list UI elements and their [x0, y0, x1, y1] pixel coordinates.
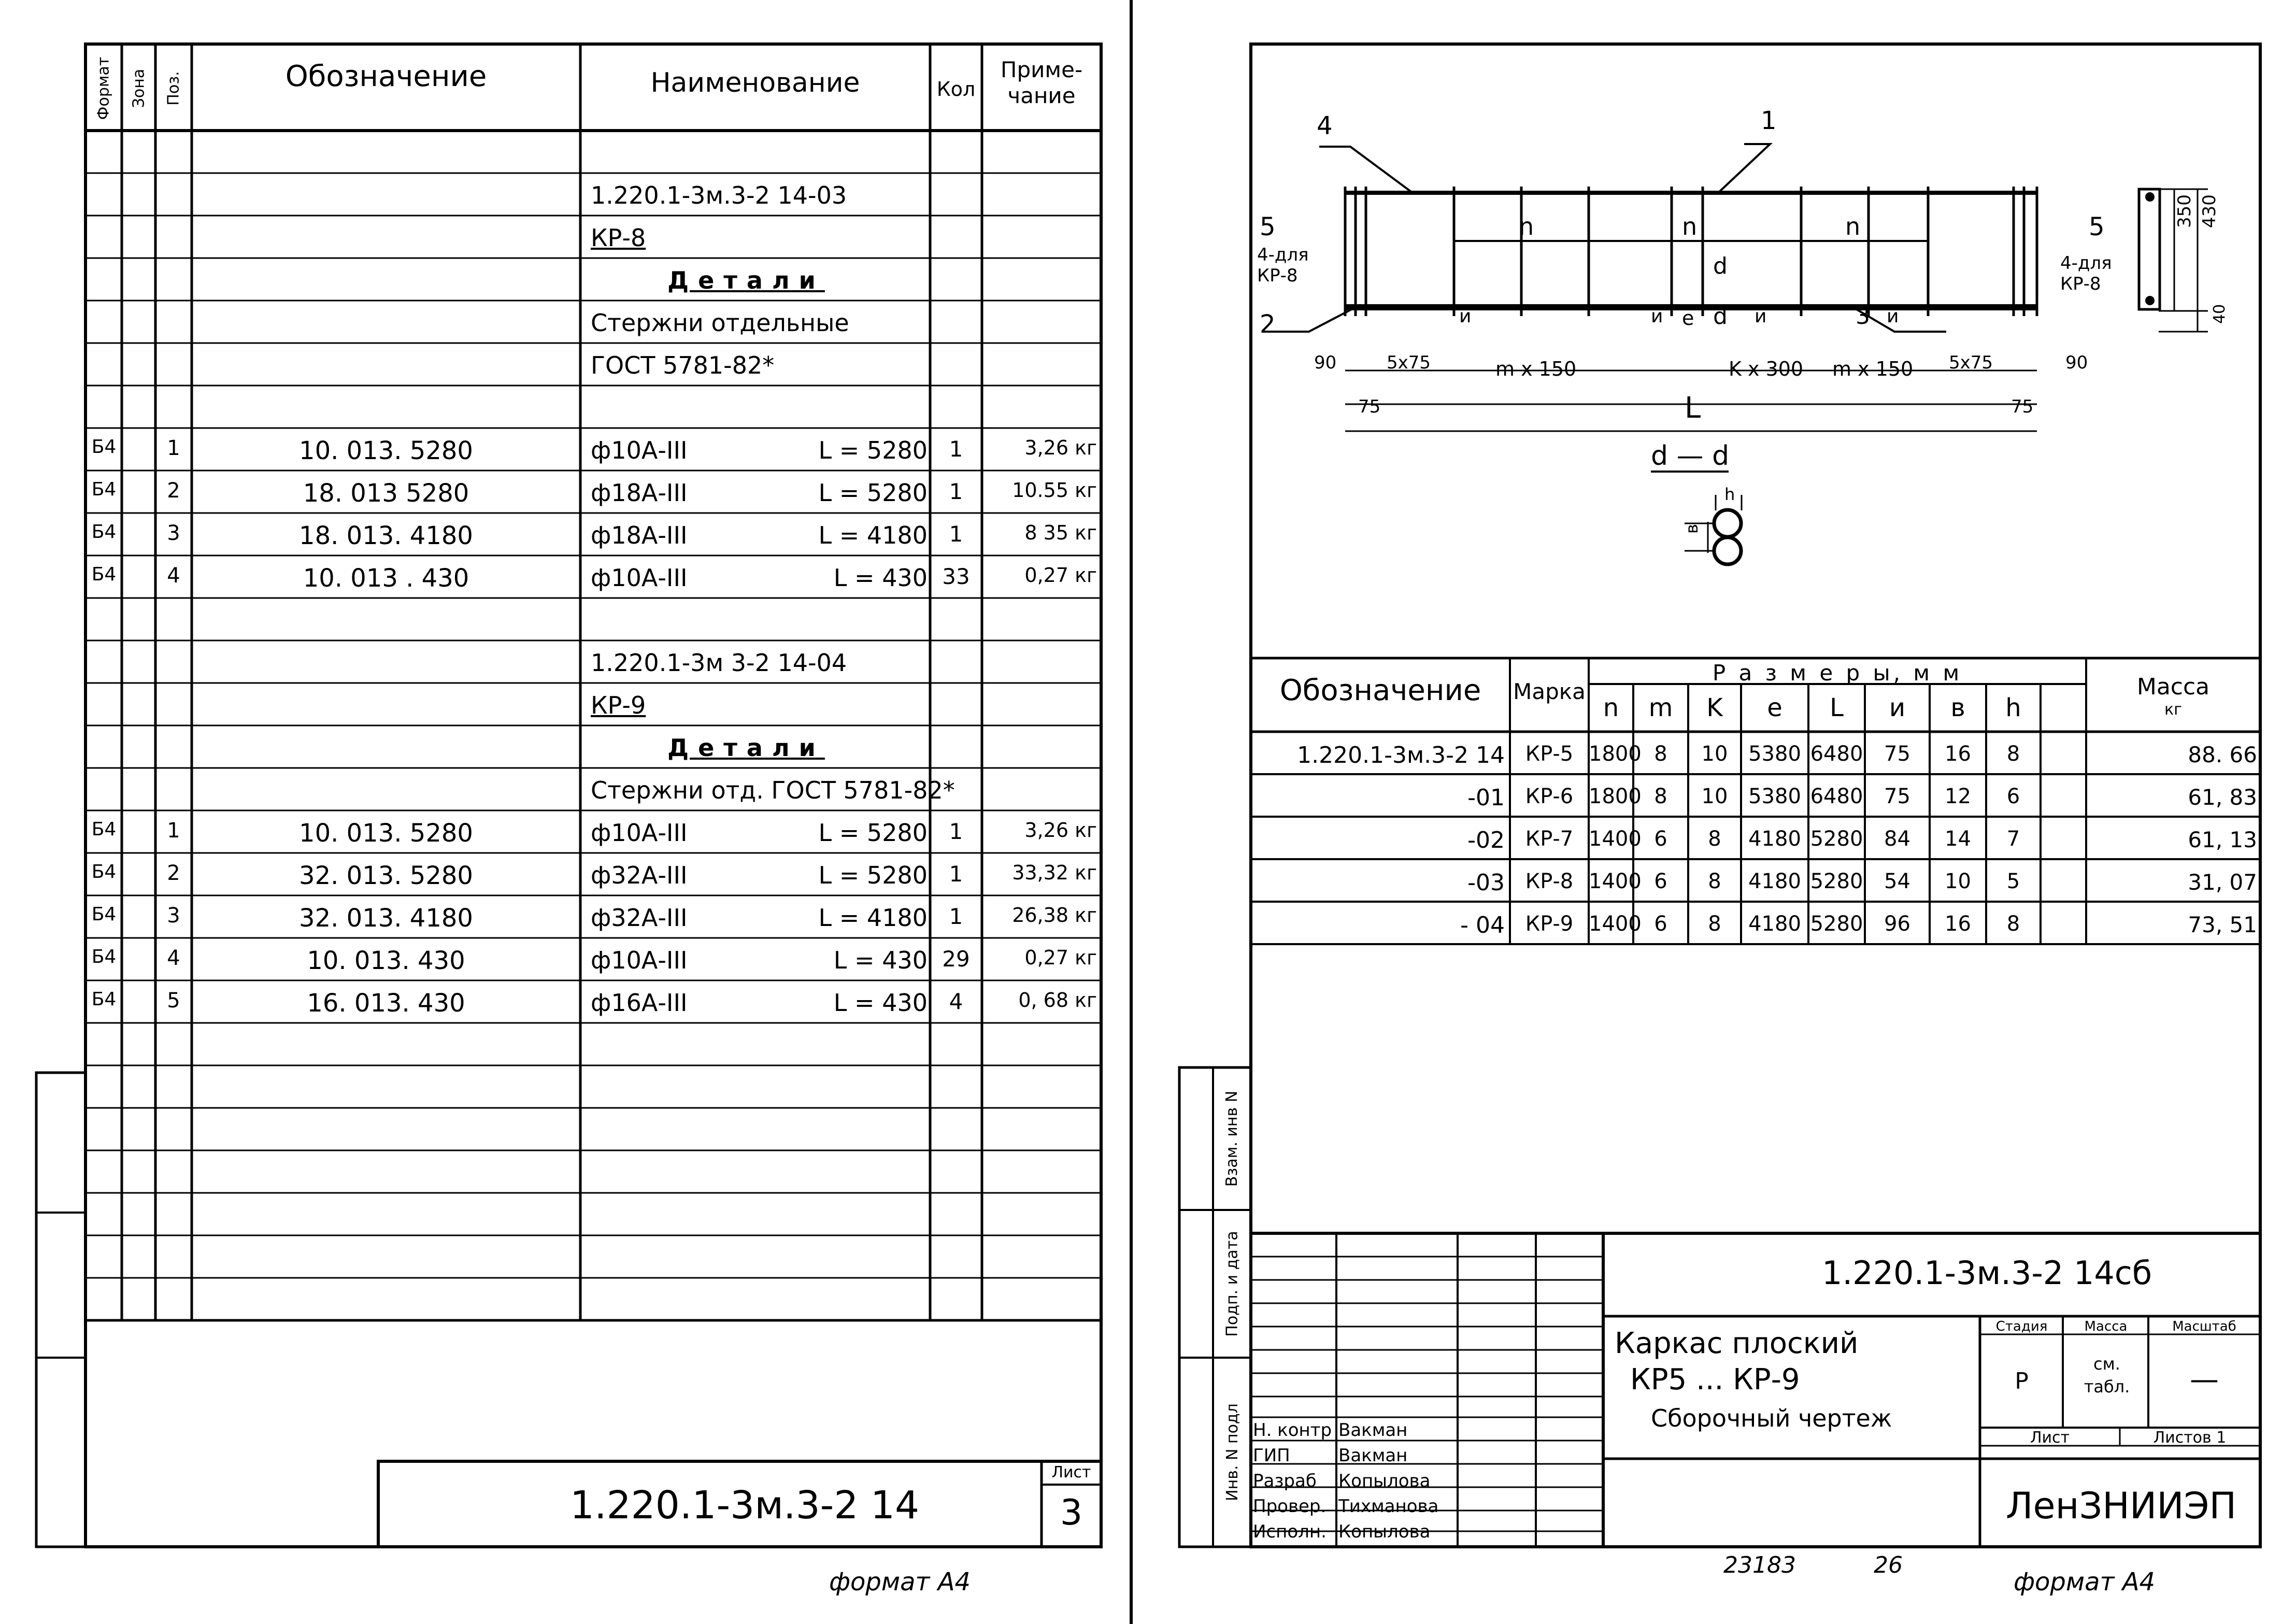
row-format: Б4 — [91, 479, 117, 500]
row-position: 5 — [167, 989, 180, 1013]
sheet-label: Лист — [2030, 1429, 2070, 1447]
dim-430: 430 — [2199, 194, 2220, 228]
row-designation: 16. 013. 430 — [307, 989, 465, 1018]
sizes-header-mass-unit: кг — [2164, 701, 2182, 719]
row-length: L = 5280 — [818, 436, 928, 464]
row-note: 3,26 кг — [1024, 819, 1097, 842]
row-position: 3 — [167, 521, 180, 545]
row-position: 1 — [167, 436, 180, 460]
sizes-cell: 8 — [1708, 912, 1721, 936]
dim-90-right: 90 — [2065, 352, 2088, 373]
title-line-1: Каркас плоский — [1615, 1327, 1859, 1360]
row-length: L = 5280 — [818, 479, 928, 507]
mark-i-4: и — [1887, 306, 1899, 327]
sizes-cell: 8 — [2006, 912, 2020, 936]
row-length: L = 430 — [833, 564, 928, 592]
stage-value: Р — [2015, 1368, 2029, 1394]
callout-2: 2 — [1260, 310, 1276, 339]
sizes-cell: 16 — [1945, 742, 1971, 766]
mass-header: Масса — [2084, 1319, 2128, 1334]
mass-value: см. табл. — [2084, 1354, 2130, 1397]
row-format: Б4 — [91, 521, 117, 543]
row-length: L = 4180 — [818, 521, 928, 549]
row-name: ф16А-III — [591, 989, 688, 1017]
callout-3: 3 — [1856, 303, 1870, 330]
row-designation: 18. 013. 4180 — [299, 521, 473, 550]
dim-350: 350 — [2174, 194, 2195, 228]
kr8-right-line2: КР-8 — [2060, 274, 2101, 294]
sizes-row-code: -03 — [1467, 870, 1505, 896]
vertical-bars — [1345, 187, 2037, 316]
mark-d-top: d — [1713, 253, 1728, 279]
row-name: ф18А-III — [591, 521, 688, 549]
row-name: Стержни отд. ГОСТ 5781-82* — [591, 776, 955, 804]
row-quantity: 29 — [942, 946, 970, 972]
mark-i-2: и — [1651, 306, 1663, 327]
row-format: Б4 — [91, 564, 117, 585]
sizes-cell: 10 — [1945, 870, 1971, 893]
kr8-left-line1: 4-для — [1257, 245, 1309, 265]
signer-name: Вакман — [1338, 1445, 1408, 1466]
left-sheet — [0, 0, 1130, 1624]
header-format — [88, 47, 119, 130]
sheets-label: Листов 1 — [2153, 1429, 2227, 1447]
row-quantity: 1 — [949, 436, 963, 462]
sizes-cell: 1400 — [1589, 912, 1642, 936]
scale-value: — — [2190, 1363, 2219, 1397]
sizes-cell: 5280 — [1810, 827, 1863, 851]
row-position: 4 — [167, 564, 180, 588]
row-position: 1 — [167, 819, 180, 843]
row-name: ф32А-III — [591, 861, 688, 889]
signer-role: Разраб — [1253, 1471, 1317, 1491]
sizes-header-mass: Масса — [2136, 674, 2210, 700]
sizes-cell: 5380 — [1748, 742, 1801, 766]
row-name: ГОСТ 5781-82* — [591, 351, 775, 379]
row-name: ф10А-III — [591, 436, 688, 464]
dim-5x75-right: 5x75 — [1949, 352, 1993, 373]
stamp-vzam-text: Взам. инв N — [1223, 1090, 1242, 1187]
frame-elevation — [1345, 193, 2037, 307]
stamp-inv — [1215, 1358, 1250, 1547]
header-name: Наименование — [650, 67, 860, 98]
dim-5x75-left: 5x75 — [1387, 352, 1431, 373]
sizes-row-mark: КР-6 — [1525, 785, 1574, 808]
sizes-cell: 8 — [1708, 827, 1721, 851]
sizes-cell: 8 — [2006, 742, 2020, 766]
row-name: 1.220.1-3м.3-2 14-03 — [591, 181, 847, 209]
sizes-cell: 5380 — [1748, 785, 1801, 808]
sizes-cell: 4180 — [1748, 912, 1801, 936]
sizes-row-mark: КР-5 — [1525, 742, 1574, 766]
mark-d-bottom: d — [1713, 303, 1728, 330]
dim-75-left: 75 — [1358, 396, 1381, 417]
row-quantity: 4 — [949, 989, 963, 1014]
sizes-row-mass: 88. 66 — [2188, 742, 2257, 767]
sizes-cell: 10 — [1701, 785, 1728, 808]
row-quantity: 33 — [942, 564, 970, 589]
sizes-cell: 8 — [1654, 785, 1667, 808]
section-label: d — d — [1651, 440, 1730, 472]
row-quantity: 1 — [949, 819, 963, 844]
sizes-col-0: n — [1603, 693, 1619, 722]
row-name: ф10А-III — [591, 946, 688, 974]
kr8-right-line1: 4-для — [2060, 253, 2112, 274]
sizes-cell: 84 — [1884, 827, 1910, 851]
dim-k300: K x 300 — [1729, 358, 1804, 380]
sizes-cell: 75 — [1884, 785, 1910, 808]
row-length: L = 5280 — [818, 819, 928, 847]
doc-code: 1.220.1-3м.3-2 14сб — [1822, 1254, 2152, 1292]
bottom-number-2: 26 — [1874, 1552, 1903, 1578]
left-format-caption: формат А4 — [829, 1568, 971, 1597]
sizes-row-mark: КР-7 — [1525, 827, 1574, 851]
dim-n-3: n — [1845, 212, 1861, 240]
row-position: 2 — [167, 861, 180, 885]
row-designation: 32. 013. 4180 — [299, 904, 473, 933]
dim-L: L — [1685, 391, 1701, 425]
leader-lines — [1267, 144, 1946, 332]
sizes-cell: 96 — [1884, 912, 1910, 936]
row-designation: 10. 013. 5280 — [299, 436, 473, 465]
row-name: Детали — [667, 734, 825, 762]
header-qty: Кол — [936, 78, 976, 101]
row-note: 3,26 кг — [1024, 436, 1097, 459]
left-sheet-label: Лист — [1051, 1463, 1091, 1481]
row-name: Детали — [667, 266, 825, 294]
sizes-row-mark: КР-9 — [1525, 912, 1574, 936]
kr8-label-left — [1257, 245, 1309, 286]
row-note: 10.55 кг — [1012, 479, 1097, 502]
right-sheet — [1133, 0, 2296, 1624]
row-format: Б4 — [91, 904, 117, 925]
sizes-header-mark: Марка — [1513, 679, 1586, 704]
row-name: ф32А-III — [591, 904, 688, 932]
sizes-cell: 54 — [1884, 870, 1910, 893]
sizes-cell: 75 — [1884, 742, 1910, 766]
header-note: Приме- чание — [1000, 57, 1083, 108]
sizes-row-mass: 61, 83 — [2188, 785, 2257, 810]
spec-table — [0, 0, 1130, 1624]
row-quantity: 1 — [949, 904, 963, 929]
section-h: h — [1724, 485, 1735, 504]
row-name: 1.220.1-3м 3-2 14-04 — [591, 649, 847, 677]
sizes-row-code: -02 — [1467, 827, 1505, 853]
sizes-cell: 1800 — [1589, 785, 1642, 808]
stamp-vzam — [1215, 1067, 1250, 1210]
row-quantity: 1 — [949, 861, 963, 887]
row-designation: 32. 013. 5280 — [299, 861, 473, 890]
callout-5-left: 5 — [1260, 212, 1276, 241]
row-name: КР-9 — [591, 691, 646, 719]
sizes-cell: 6480 — [1810, 785, 1863, 808]
signer-role: Н. контр — [1253, 1420, 1332, 1441]
sizes-cell: 7 — [2006, 827, 2020, 851]
sizes-cell: 8 — [1708, 870, 1721, 893]
row-designation: 18. 013 5280 — [303, 479, 469, 508]
row-format: Б4 — [91, 989, 117, 1010]
dim-m150-left: m x 150 — [1495, 358, 1577, 380]
sizes-cell: 5 — [2006, 870, 2020, 893]
row-quantity: 1 — [949, 521, 963, 547]
bottom-number-1: 23183 — [1723, 1552, 1796, 1578]
row-quantity: 1 — [949, 479, 963, 504]
sizes-col-4: L — [1830, 693, 1844, 722]
dim-40: 40 — [2211, 304, 2229, 324]
header-zone-label: Зона — [130, 68, 148, 108]
row-name: ф18А-III — [591, 479, 688, 507]
row-note: 0,27 кг — [1024, 564, 1097, 587]
row-designation: 10. 013. 5280 — [299, 819, 473, 848]
row-format: Б4 — [91, 819, 117, 840]
header-format-label: Формат — [94, 56, 113, 120]
sizes-col-5: и — [1889, 693, 1906, 722]
row-name: КР-8 — [591, 224, 646, 252]
sizes-col-2: K — [1706, 693, 1723, 722]
sizes-row-mass: 73, 51 — [2188, 912, 2257, 937]
dim-n-1: n — [1519, 212, 1534, 240]
stamp-podp — [1215, 1210, 1250, 1358]
row-designation: 10. 013 . 430 — [303, 564, 469, 593]
title-line-3: Сборочный чертеж — [1651, 1404, 1892, 1432]
sizes-cell: 16 — [1945, 912, 1971, 936]
sizes-cell: 5280 — [1810, 870, 1863, 893]
signer-name: Копылова — [1338, 1471, 1431, 1491]
stamp-inv-text: Инв. N подл — [1223, 1403, 1242, 1501]
sizes-row-code: - 04 — [1460, 912, 1505, 938]
row-format: Б4 — [91, 946, 117, 967]
sizes-cell: 5280 — [1810, 912, 1863, 936]
row-length: L = 5280 — [818, 861, 928, 889]
signer-name: Вакман — [1338, 1420, 1408, 1441]
row-length: L = 430 — [833, 989, 928, 1017]
signer-role: Исполн. — [1253, 1521, 1327, 1542]
sizes-cell: 6480 — [1810, 742, 1863, 766]
scale-header: Масштаб — [2172, 1319, 2236, 1334]
row-position: 3 — [167, 904, 180, 928]
sizes-col-7: h — [2005, 693, 2021, 722]
signer-name: Тихманова — [1338, 1496, 1439, 1517]
left-title-code: 1.220.1-3м.3-2 14 — [570, 1483, 920, 1528]
kr8-left-line2: КР-8 — [1257, 265, 1298, 286]
sizes-col-1: m — [1648, 693, 1673, 722]
sizes-cell: 4180 — [1748, 827, 1801, 851]
dim-n-2: n — [1682, 212, 1698, 240]
row-name: ф10А-III — [591, 819, 688, 847]
header-designation: Обозначение — [285, 60, 487, 93]
section-b: в — [1682, 524, 1702, 534]
sizes-cell: 1400 — [1589, 870, 1642, 893]
row-position: 4 — [167, 946, 180, 970]
sizes-row-code: -01 — [1467, 785, 1505, 811]
sizes-cell: 4180 — [1748, 870, 1801, 893]
sizes-row-code: 1.220.1-3м.3-2 14 — [1297, 742, 1505, 768]
row-name: ф10А-III — [591, 564, 688, 592]
sizes-row-mark: КР-8 — [1525, 870, 1574, 893]
row-note: 8 35 кг — [1024, 521, 1097, 544]
callout-1: 1 — [1761, 106, 1777, 135]
sizes-cell: 12 — [1945, 785, 1971, 808]
mark-i-3: и — [1755, 306, 1767, 327]
signer-role: Провер. — [1253, 1496, 1327, 1517]
sizes-cell: 1800 — [1589, 742, 1642, 766]
row-length: L = 430 — [833, 946, 928, 974]
dim-90-left: 90 — [1314, 352, 1337, 373]
title-line-2: КР5 ... КР-9 — [1630, 1363, 1800, 1397]
mark-e: e — [1682, 307, 1694, 330]
sizes-cell: 10 — [1701, 742, 1728, 766]
sizes-col-6: в — [1950, 693, 1965, 722]
sizes-header-designation: Обозначение — [1279, 674, 1481, 707]
organization: ЛенЗНИИЭП — [2005, 1485, 2237, 1527]
header-pos-label: Поз. — [164, 70, 183, 106]
row-length: L = 4180 — [818, 904, 928, 932]
row-designation: 10. 013. 430 — [307, 946, 465, 975]
signer-role: ГИП — [1253, 1445, 1290, 1466]
left-sheet-number: 3 — [1060, 1492, 1083, 1533]
sizes-cell: 6 — [2006, 785, 2020, 808]
row-note: 0,27 кг — [1024, 946, 1097, 969]
callout-4: 4 — [1317, 111, 1333, 140]
row-note: 33,32 кг — [1012, 861, 1097, 884]
stage-header: Стадия — [1995, 1319, 2048, 1334]
row-name: Стержни отдельные — [591, 309, 849, 337]
right-format-caption: формат А4 — [2014, 1568, 2156, 1597]
sizes-header-dimensions: Р а з м е р ы, м м — [1712, 660, 1963, 686]
sizes-cell: 6 — [1654, 870, 1667, 893]
header-zone — [123, 47, 154, 130]
dim-m150-right: m x 150 — [1832, 358, 1914, 380]
row-note: 26,38 кг — [1012, 904, 1097, 927]
sizes-cell: 1400 — [1589, 827, 1642, 851]
kr8-label-right — [2060, 253, 2112, 294]
callout-5-right: 5 — [2089, 212, 2105, 241]
row-format: Б4 — [91, 436, 117, 458]
row-position: 2 — [167, 479, 180, 503]
sizes-cell: 6 — [1654, 827, 1667, 851]
sizes-cell: 6 — [1654, 912, 1667, 936]
mark-i-1: и — [1459, 306, 1472, 327]
sizes-row-mass: 61, 13 — [2188, 827, 2257, 852]
sizes-row-mass: 31, 07 — [2188, 870, 2257, 895]
sizes-col-3: e — [1767, 693, 1782, 722]
sizes-cell: 14 — [1945, 827, 1971, 851]
row-format: Б4 — [91, 861, 117, 882]
signer-name: Копылова — [1338, 1521, 1431, 1542]
stamp-podp-text: Подп. и дата — [1223, 1231, 1242, 1337]
sizes-cell: 8 — [1654, 742, 1667, 766]
end-section — [2139, 189, 2160, 309]
row-note: 0, 68 кг — [1018, 989, 1097, 1012]
dim-75-right: 75 — [2011, 396, 2034, 417]
header-pos — [157, 47, 190, 130]
